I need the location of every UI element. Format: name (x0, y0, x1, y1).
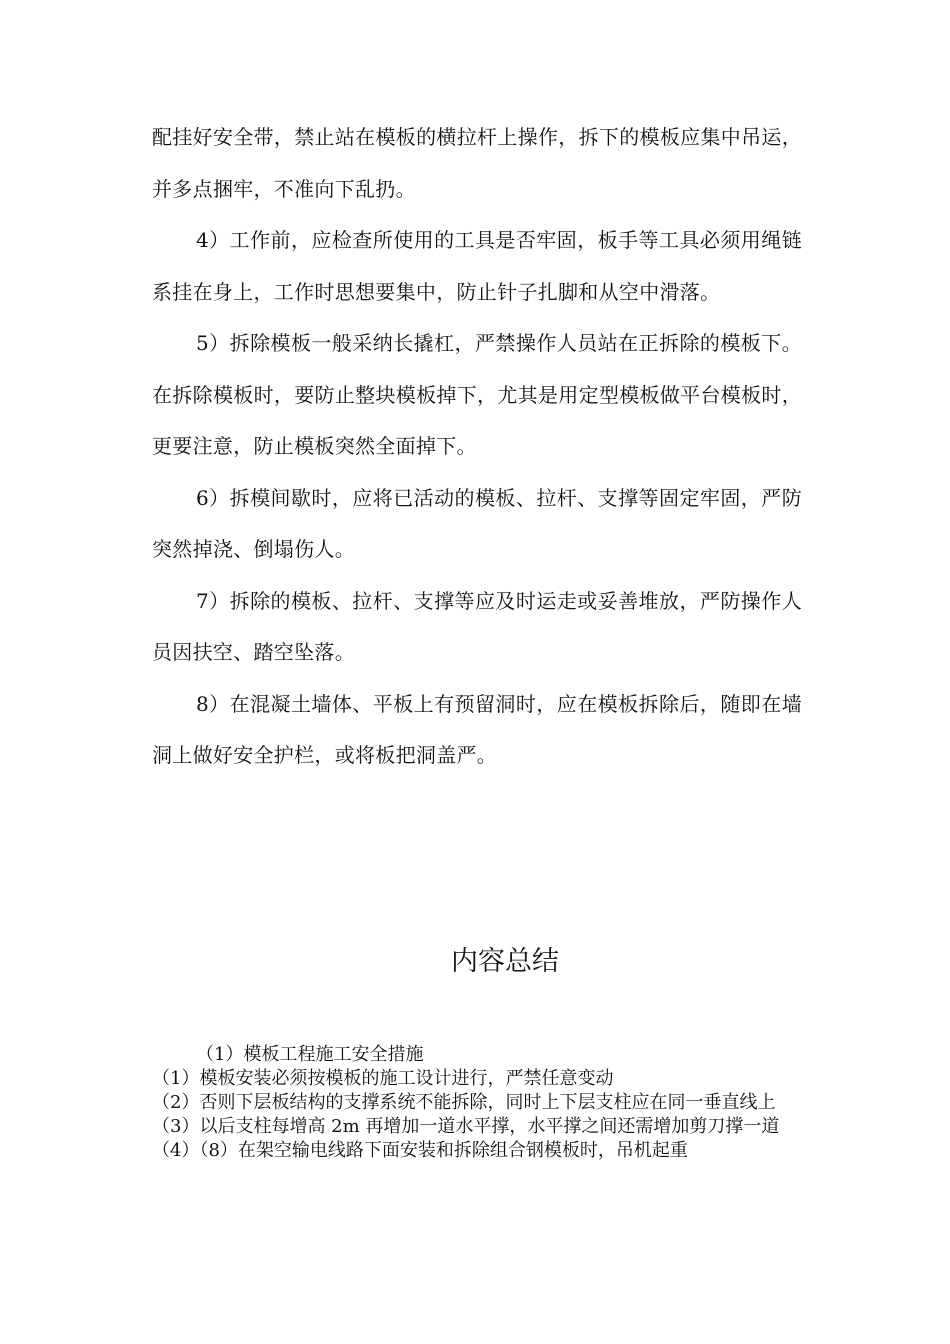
summary-line: （4）（8）在架空输电线路下面安装和拆除组合钢模板时，吊机起重 (152, 1140, 688, 1161)
paragraph-item-7: 7）拆除的模板、拉杆、支撑等应及时运走或妥善堆放，严防操作人员因扶空、踏空坠落。 (152, 588, 802, 664)
summary-line: （1）模板安装必须按模板的施工设计进行，严禁任意变动 (152, 1068, 614, 1089)
paragraph-item-4: 4）工作前，应检查所使用的工具是否牢固，板手等工具必须用绳链系挂在身上，工作时思想要集中，防止针子扎脚和从空中滑落。 (152, 228, 802, 304)
summary-line: （1）模板工程施工安全措施 (196, 1044, 424, 1065)
summary-line: （3）以后支柱每增高 2m 再增加一道水平撑，水平撑之间还需增加剪刀撑一道 (152, 1116, 780, 1137)
paragraph-item-5: 5）拆除模板一般采纳长撬杠，严禁操作人员站在正拆除的模板下。在拆除模板时，要防止整块模板掉下，尤其是用定型模板做平台模板时，更要注意，防止模板突然全面掉下。 (152, 331, 802, 458)
body-text (152, 112, 802, 782)
summary-section (152, 1043, 802, 1163)
paragraph-item-8: 8）在混凝土墙体、平板上有预留洞时，应在模板拆除后，随即在墙洞上做好安全护栏，或将板把洞盖严。 (152, 691, 802, 767)
summary-line: （2）否则下层板结构的支撑系统不能拆除，同时上下层支柱应在同一垂直线上 (152, 1092, 776, 1113)
paragraph-item-6: 6）拆模间歇时，应将已活动的模板、拉杆、支撑等固定牢固，严防突然掉浇、倒塌伤人。 (152, 485, 802, 561)
summary-title: 内容总结 (451, 946, 559, 977)
paragraph-continued: 配挂好安全带，禁止站在模板的横拉杆上操作，拆下的模板应集中吊运，并多点捆牢，不准向下乱扔。 (152, 125, 802, 201)
